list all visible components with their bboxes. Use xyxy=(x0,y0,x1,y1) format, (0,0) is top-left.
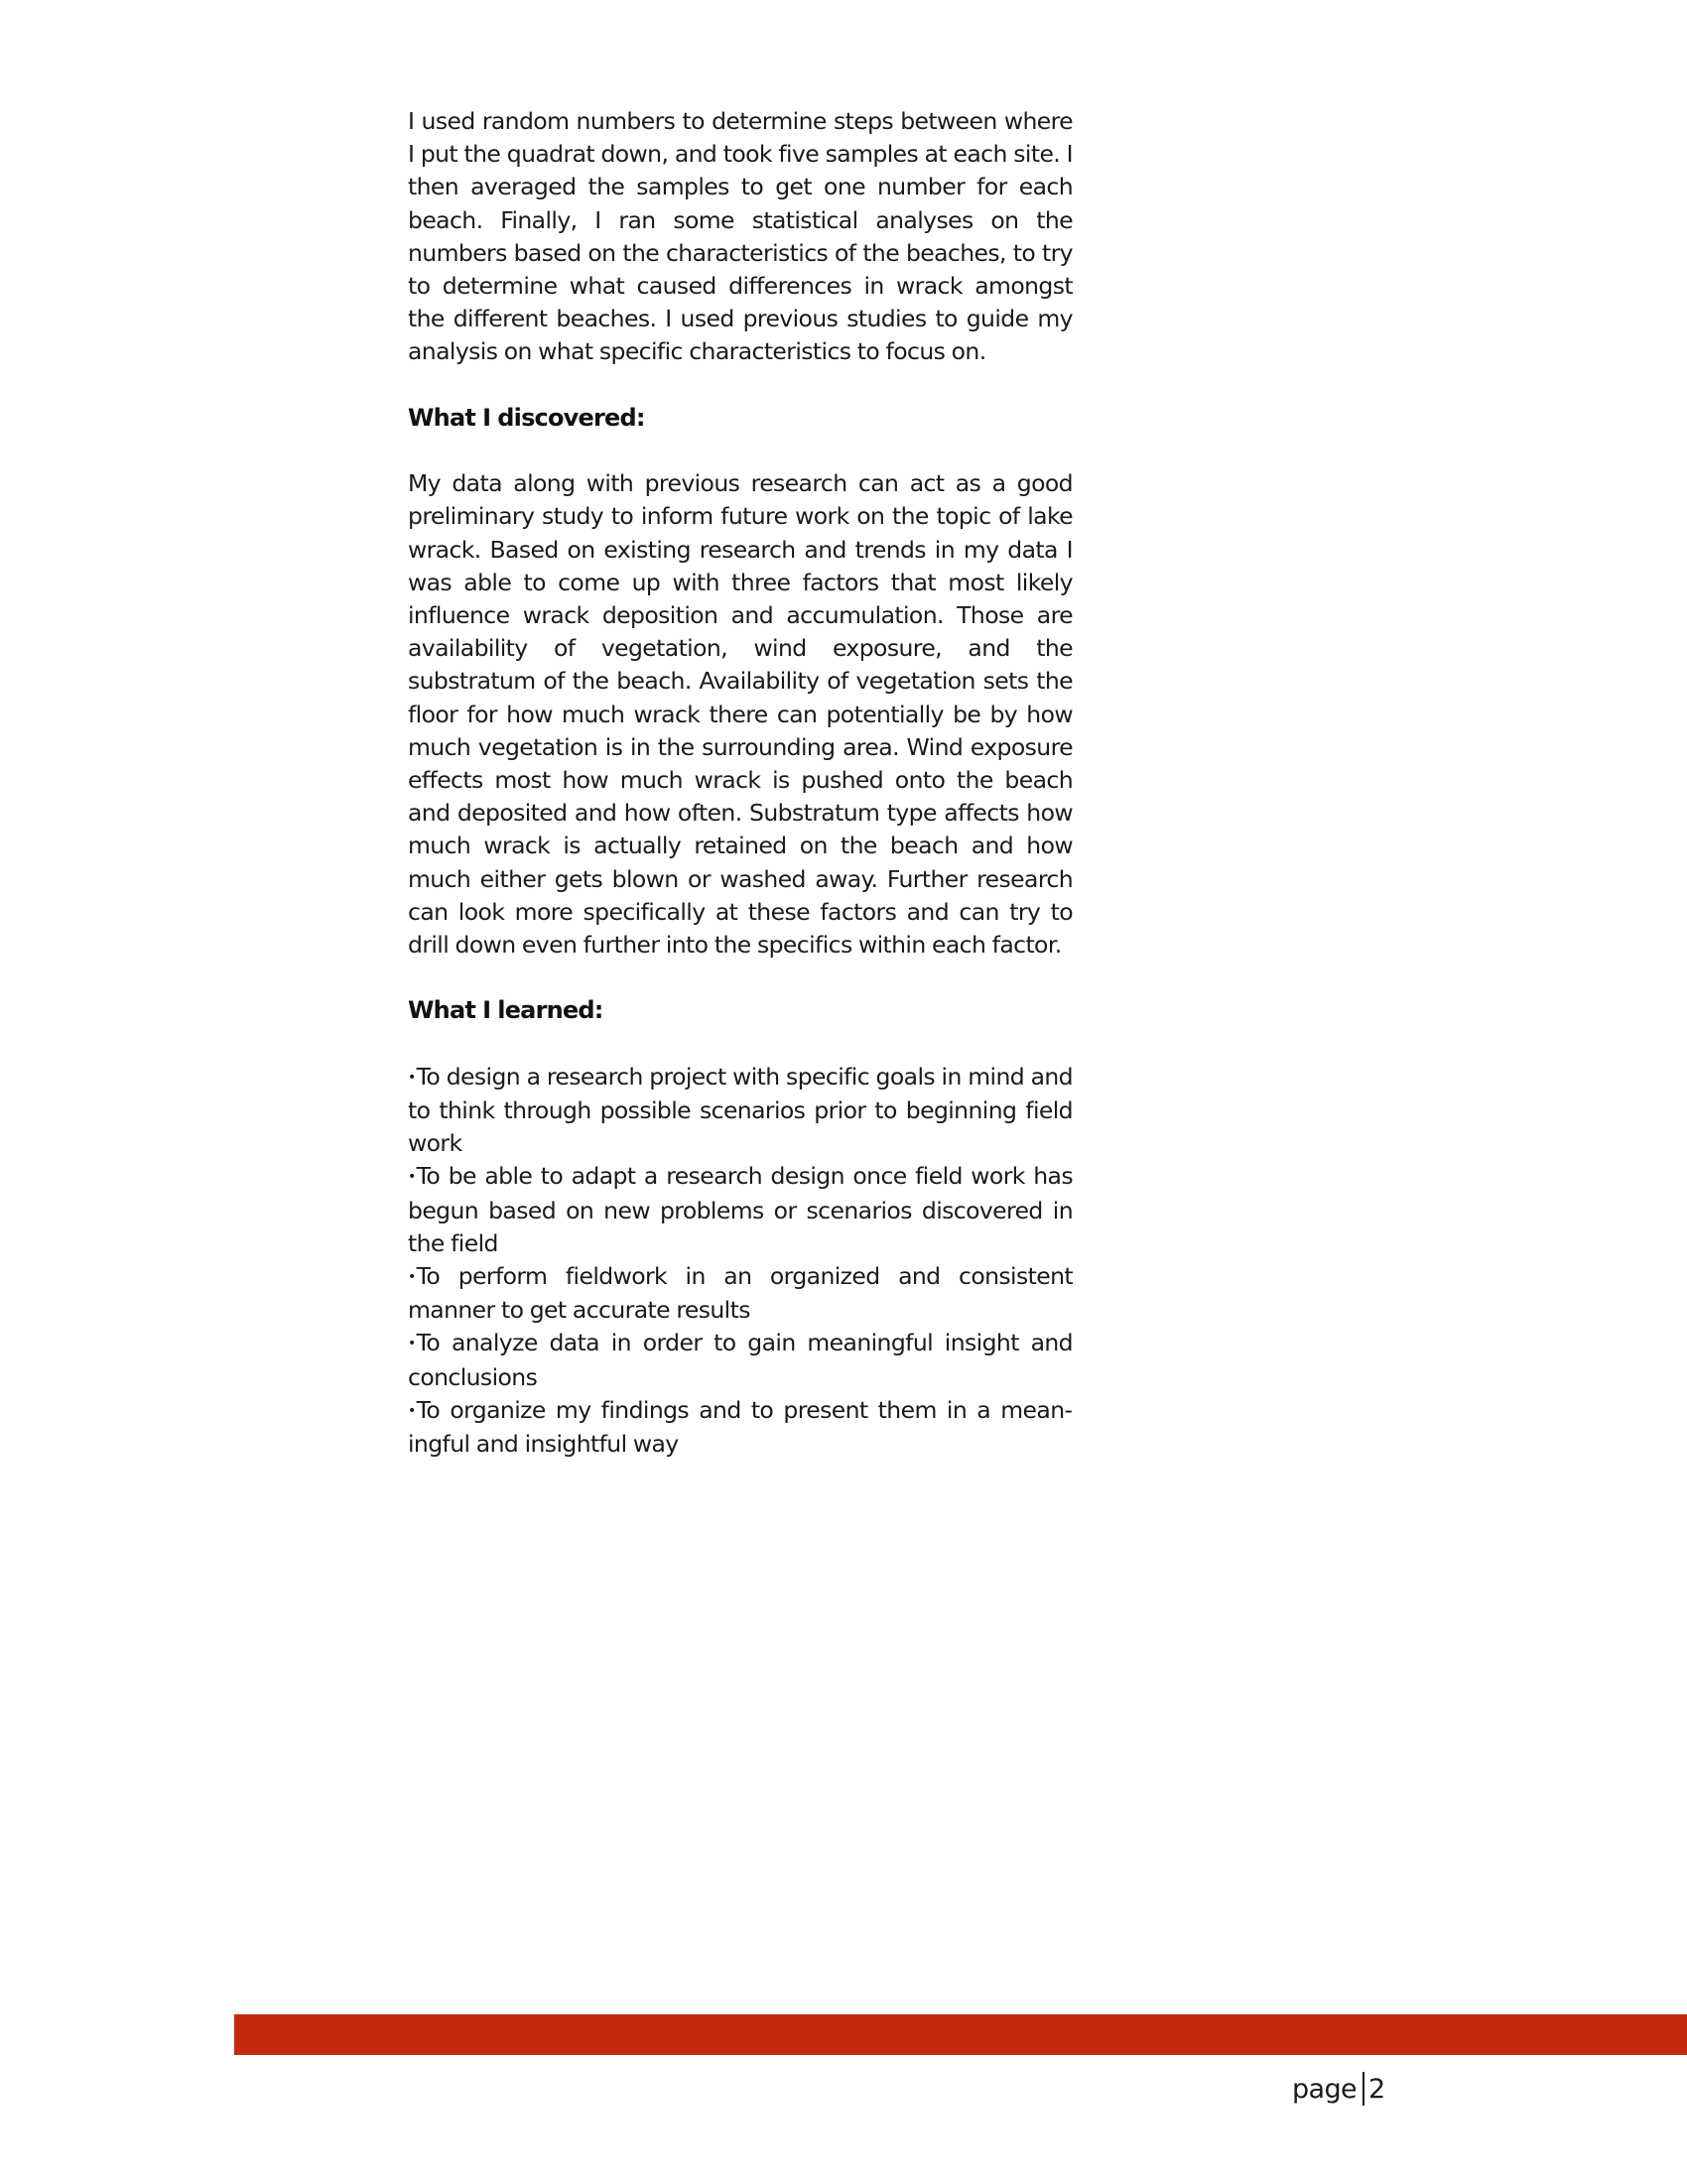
bullet-icon: • xyxy=(408,1069,416,1086)
list-item xyxy=(408,1160,1073,1260)
learned-bullet-list xyxy=(408,1061,1073,1461)
section-heading-learned: What I learned: xyxy=(408,996,603,1025)
footer-accent-bar xyxy=(234,2014,1687,2055)
bullet-icon: • xyxy=(408,1169,416,1186)
list-item xyxy=(408,1327,1073,1393)
bullet-icon: • xyxy=(408,1336,416,1352)
bullet-icon: • xyxy=(408,1402,416,1419)
bullet-icon: • xyxy=(408,1269,416,1286)
section-discovered xyxy=(408,402,1073,962)
intro-paragraph: I used random numbers to determine steps between where I put the quadrat down, and took five samples at each site. I then averaged the samples to get one number for each beach. Finally, I ran some statistical analyses on the numbers based on the characteristics of the beaches, to try to determine what caused differences in wrack amongst the different beaches. I used previous studies to guide my analysis on what specific characteristics to focus on. xyxy=(408,107,1073,366)
list-item-text: To perform fieldwork in an organized and consistent manner to get accurate results xyxy=(408,1262,1073,1325)
page-separator xyxy=(1363,2072,1364,2106)
list-item xyxy=(408,1260,1073,1327)
discovered-paragraph: My data along with previous research can act as a good preliminary study to inform future work on the topic of lake wrack. Based on existing research and trends in my data I was able to come up with three factors that most likely influence wrack deposition and accumulation. Those are availability of vegetation, wind exposure, and the substratum of the beach. Availability of vegetation sets the floor for how much wrack there can potentially be by how much vegetation is in the surrounding area. Wind exposure effects most how much wrack is pushed onto the beach and deposited and how often. Substratum type affects how much wrack is actually retained on the beach and how much either gets blown or washed away. Further research can look more specifically at these factors and can try to drill down even further into the specifics within each factor. xyxy=(408,469,1073,960)
list-item-text: To analyze data in order to gain meaningful insight and conclusions xyxy=(408,1329,1073,1391)
section-heading-discovered: What I discovered: xyxy=(408,403,645,432)
list-item-text: To be able to adapt a research design once field work has begun based on new problems or scenarios discovered in the field xyxy=(408,1162,1073,1257)
page-content xyxy=(408,105,1073,1461)
list-item-text: To design a research project with specific goals in mind and to think through possible scenarios prior to beginning field work xyxy=(408,1062,1073,1158)
page-number xyxy=(1292,2072,1385,2108)
list-item-text: To organize my findings and to present them in a meaningful and insightful way xyxy=(408,1395,1073,1459)
list-item xyxy=(408,1061,1073,1161)
list-item xyxy=(408,1394,1073,1461)
page-number-value: 2 xyxy=(1368,2074,1385,2105)
page-label: page xyxy=(1292,2074,1358,2105)
section-learned xyxy=(408,994,1073,1461)
